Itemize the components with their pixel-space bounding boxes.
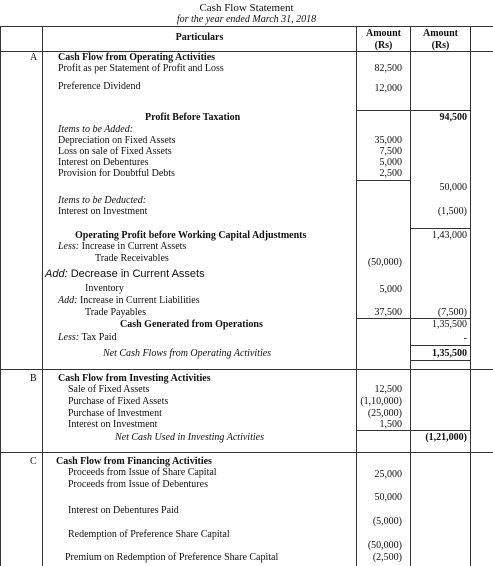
table-top-border <box>0 26 493 27</box>
header-particulars: Particulars <box>175 32 224 43</box>
added-item-amount: 2,500 <box>379 168 402 179</box>
trade-payables-amount: 37,500 <box>374 307 402 318</box>
trade-receivables-amount: (50,000) <box>367 257 402 268</box>
cash-generated-label: Cash Generated from Operations <box>120 319 263 330</box>
wc-adjustment-total: (7,500) <box>437 307 467 318</box>
deducted-item-total: (1,500) <box>437 206 467 217</box>
investing-item-amount: 1,500 <box>379 419 402 430</box>
rule-a-net-top <box>411 345 470 346</box>
added-item-amount: 5,000 <box>379 157 402 168</box>
col-divider-amount2 <box>410 26 411 566</box>
opbwc-total: 1,43,000 <box>432 230 467 241</box>
financing-item-label: Redemption of Preference Share Capital <box>68 529 230 540</box>
investing-item-label: Interest on Investment <box>68 419 158 430</box>
financing-item-amount: (50,000) <box>367 540 402 551</box>
add-decrease-label: Decrease in Current Assets <box>70 268 205 280</box>
less-prefix: Less: <box>58 332 80 343</box>
pbt-label: Profit Before Taxation <box>145 112 241 123</box>
financing-item-label: Proceeds from Issue of Share Capital <box>68 467 217 478</box>
financing-item-label: Premium on Redemption of Preference Share Capital <box>65 552 279 563</box>
header-unit-2: (Rs) <box>431 40 450 51</box>
net-operating-label: Net Cash Flows from Operating Activities <box>103 348 272 359</box>
financing-item-label: Proceeds from Issue of Debentures <box>68 479 208 490</box>
rule-b-items <box>357 430 410 431</box>
profit-statement-amount: 82,500 <box>374 63 402 74</box>
less-ca-label: Increase in Current Assets <box>81 241 187 252</box>
net-investing-total: (1,21,000) <box>425 432 467 443</box>
pref-dividend-label: Preference Dividend <box>58 81 141 92</box>
items-deducted-heading: Items to be Deducted: <box>58 195 147 206</box>
financing-item-amount: (5,000) <box>372 516 402 527</box>
add-prefix: Add: <box>45 268 68 280</box>
investing-item-amount: (25,000) <box>367 408 402 419</box>
rule-a-prepbt <box>357 110 470 111</box>
investing-item-amount: (1,10,000) <box>360 396 402 407</box>
section-divider-bc <box>0 452 493 453</box>
col-right-border <box>470 26 471 566</box>
cash-generated-total: 1,35,500 <box>432 319 467 330</box>
inventory-amount: 5,000 <box>379 284 402 295</box>
rule-a-net-bottom <box>411 360 470 361</box>
section-c-heading: Cash Flow from Financing Activities <box>56 456 212 467</box>
rule-b-net <box>411 430 470 431</box>
deducted-item-label: Interest on Investment <box>58 206 148 217</box>
inventory-label: Inventory <box>85 283 124 294</box>
section-b-label: B <box>30 373 37 384</box>
header-unit-1: (Rs) <box>374 40 393 51</box>
added-item-label: Depreciation on Fixed Assets <box>58 135 176 146</box>
items-added-total: 50,000 <box>439 182 467 193</box>
pref-dividend-amount: 12,000 <box>374 83 402 94</box>
financing-item-amount: 50,000 <box>374 492 402 503</box>
pbt-total: 94,500 <box>439 112 467 123</box>
investing-item-label: Purchase of Fixed Assets <box>68 396 169 407</box>
section-divider-ab <box>0 369 493 370</box>
section-b-heading: Cash Flow from Investing Activities <box>58 373 211 384</box>
add-cl-label: Increase in Current Liabilities <box>79 295 200 306</box>
investing-item-amount: 12,500 <box>374 384 402 395</box>
added-item-label: Loss on sale of Fixed Assets <box>58 146 172 157</box>
added-item-amount: 35,000 <box>374 135 402 146</box>
header-amount-2: Amount <box>422 28 458 39</box>
financing-item-amount: 25,000 <box>374 469 402 480</box>
rule-a-opbwc <box>411 228 470 229</box>
col-divider-amount1 <box>356 26 357 566</box>
financing-item-label: Interest on Debentures Paid <box>68 505 179 516</box>
col-left-border <box>0 26 1 566</box>
investing-item-label: Sale of Fixed Assets <box>68 384 150 395</box>
less-prefix: Less: <box>58 241 80 252</box>
add-prefix: Add: <box>58 295 78 306</box>
investing-item-label: Purchase of Investment <box>68 408 162 419</box>
net-operating-total: 1,35,500 <box>432 348 467 359</box>
col-divider-label <box>42 26 43 566</box>
items-added-heading: Items to be Added: <box>58 124 134 135</box>
net-investing-label: Net Cash Used in Investing Activities <box>115 432 264 443</box>
statement-title: Cash Flow Statement <box>199 2 294 14</box>
added-item-amount: 7,500 <box>379 146 402 157</box>
section-a-label: A <box>30 52 38 63</box>
rule-a-added-subtotal <box>357 180 410 181</box>
tax-paid-total: - <box>463 333 467 344</box>
financing-item-amount: (2,500) <box>372 552 402 563</box>
added-item-label: Interest on Debentures <box>58 157 149 168</box>
header-amount-1: Amount <box>365 28 401 39</box>
trade-receivables-label: Trade Receivables <box>95 253 169 264</box>
trade-payables-label: Trade Payables <box>85 307 147 318</box>
statement-subtitle: for the year ended March 31, 2018 <box>176 14 317 25</box>
profit-statement-label: Profit as per Statement of Profit and Loss <box>58 63 224 74</box>
added-item-label: Provision for Doubtful Debts <box>58 168 175 179</box>
opbwc-label: Operating Profit before Working Capital Adjustments <box>75 230 307 241</box>
section-a-heading: Cash Flow from Operating Activities <box>58 52 216 63</box>
section-c-label: C <box>30 456 37 467</box>
tax-paid-label: Tax Paid <box>81 332 117 343</box>
